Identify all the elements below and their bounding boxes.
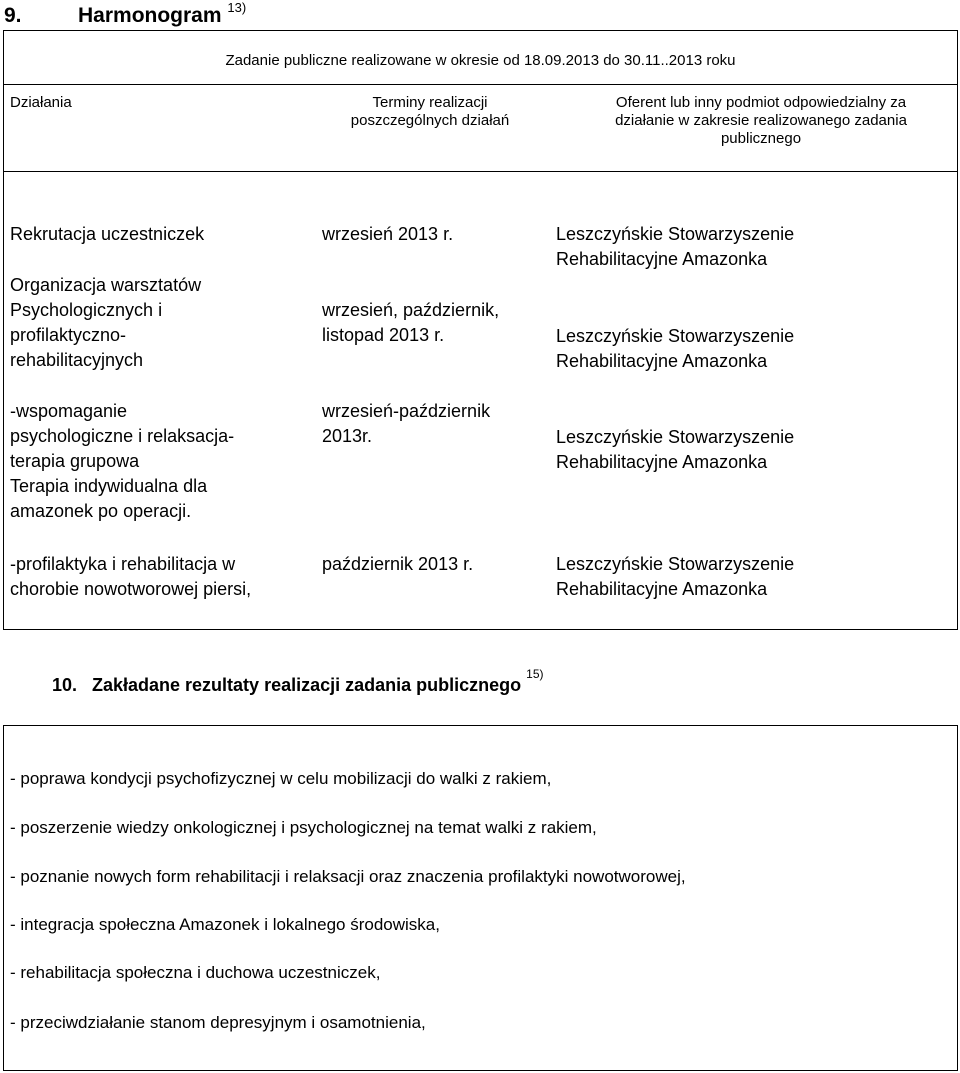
header-org-line: publicznego [720,130,802,147]
result-item: - poprawa kondycji psychofizycznej w celu mobilizacji do walki z rakiem, [10,769,552,788]
cell-line: Leszczyńskie Stowarzyszenie [556,554,795,574]
cell-line: wrzesień, październik, [322,300,500,320]
cell-line: Rehabilitacyjne Amazonka [556,579,768,599]
row-4-date [322,552,552,577]
row-2-date [322,298,552,348]
cell-line: Rehabilitacyjne Amazonka [556,249,768,269]
cell-line: Rekrutacja uczestniczek [10,224,205,244]
header-organization [566,94,956,148]
cell-line: -profilaktyka i rehabilitacja w [10,554,236,574]
header-dates-line: poszczególnych działań [350,112,510,129]
header-org-line: działanie w zakresie realizowanego zadania [615,112,907,129]
cell-line: wrzesień 2013 r. [322,224,454,244]
cell-line: amazonek po operacji. [10,501,192,521]
section-9-number: 9. [4,4,22,27]
header-org-line: Oferent lub inny podmiot odpowiedzialny za [615,94,907,111]
row-4-organization [556,552,856,602]
section-10-number: 10. [52,675,78,695]
cell-line: Leszczyńskie Stowarzyszenie [556,326,795,346]
row-3-date [322,399,552,449]
cell-line: Leszczyńskie Stowarzyszenie [556,224,795,244]
row-2-organization [556,324,856,374]
table-divider [3,171,958,172]
cell-line: Organizacja warsztatów [10,275,202,295]
header-dates-line: Terminy realizacji [372,94,488,111]
cell-line: profilaktyczno- [10,325,127,345]
result-item: - integracja społeczna Amazonek i lokalnego środowiska, [10,915,440,934]
cell-line: -wspomaganie [10,401,128,421]
section-10-heading [52,667,544,696]
row-3-organization [556,425,856,475]
result-item: - poszerzenie wiedzy onkologicznej i psychologicznej na temat walki z rakiem, [10,818,597,837]
cell-line: październik 2013 r. [322,554,474,574]
cell-line: Rehabilitacyjne Amazonka [556,351,768,371]
header-actions: Działania [10,94,72,111]
row-1-date [322,222,552,247]
cell-line: terapia grupowa [10,451,140,471]
section-9-footnote: 13) [227,0,247,15]
cell-line: Psychologicznych i [10,300,163,320]
cell-line: wrzesień-październik [322,401,491,421]
section-10-title: Zakładane rezultaty realizacji zadania publicznego [92,675,522,695]
cell-line: Rehabilitacyjne Amazonka [556,452,768,472]
row-2-action [10,273,310,373]
section-9-heading [4,2,246,28]
cell-line: listopad 2013 r. [322,325,445,345]
result-item: - rehabilitacja społeczna i duchowa uczestniczek, [10,963,381,982]
cell-line: Terapia indywidualna dla [10,476,208,496]
section-9-title: Harmonogram [78,4,222,27]
row-3-action [10,399,310,524]
cell-line: 2013r. [322,426,373,446]
cell-line: Leszczyńskie Stowarzyszenie [556,427,795,447]
section-10-footnote: 15) [526,667,544,681]
table-divider [3,84,958,85]
schedule-period: Zadanie publiczne realizowane w okresie od 18.09.2013 do 30.11..2013 roku [225,52,736,69]
cell-line: rehabilitacyjnych [10,350,144,370]
row-1-action [10,222,310,247]
cell-line: chorobie nowotworowej piersi, [10,579,252,599]
result-item: - poznanie nowych form rehabilitacji i relaksacji oraz znaczenia profilaktyki nowotworowej, [10,867,686,886]
cell-line: psychologiczne i relaksacja- [10,426,235,446]
result-item: - przeciwdziałanie stanom depresyjnym i osamotnienia, [10,1013,426,1032]
header-dates [310,94,550,130]
row-4-action [10,552,310,602]
row-1-organization [556,222,856,272]
